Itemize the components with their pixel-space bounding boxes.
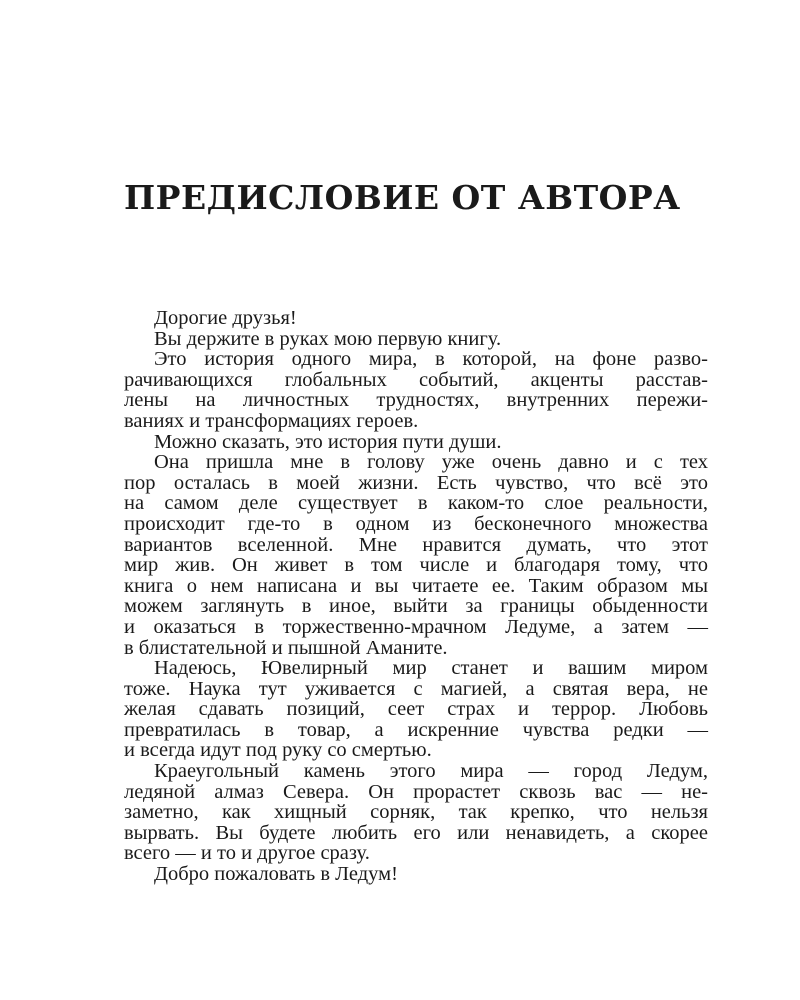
text-line: в блистательной и пышной Аманите. <box>124 636 448 659</box>
text-line: Добро пожаловать в Ледум! <box>154 863 398 886</box>
text-line: лены на личностных трудностях, внутренних пережи- <box>124 389 708 412</box>
text-line: ледяной алмаз Севера. Он прорастет сквозь вас — не- <box>124 780 708 803</box>
text-line: и всегда идут под руку со смертью. <box>124 739 432 762</box>
text-line: Дорогие друзья! <box>154 307 297 329</box>
text-line: вариантов вселенной. Мне нравится думать, что этот <box>124 533 708 556</box>
text-line: пор осталась в моей жизни. Есть чувство, что всё это <box>124 471 708 494</box>
text-line: и оказаться в торжественно-мрачном Ледуме, а затем — <box>124 615 708 638</box>
text-line: рачивающихся глобальных событий, акценты расстав- <box>124 368 708 391</box>
text-line: ваниях и трансформациях героев. <box>124 409 419 432</box>
text-line: заметно, как хищный сорняк, так крепко, что нельзя <box>124 801 708 824</box>
text-line: желая сдавать позиций, сеет страх и террор. Любовь <box>124 698 708 721</box>
text-line: Можно сказать, это история пути души. <box>154 430 502 453</box>
text-line: Краеугольный камень этого мира — город Ледум, <box>154 760 708 783</box>
text-line: тоже. Наука тут уживается с магией, а святая вера, не <box>124 677 708 700</box>
text-line: Надеюсь, Ювелирный мир станет и вашим миром <box>154 657 708 680</box>
text-line: можем заглянуть в иное, выйти за границы обыденности <box>124 595 708 618</box>
text-line: превратилась в товар, а искренние чувства редки — <box>124 718 708 741</box>
text-line: происходит где-то в одном из бесконечного множества <box>124 512 708 535</box>
text-line: Это история одного мира, в которой, на фоне разво- <box>154 348 708 371</box>
text-line: вырвать. Вы будете любить его или ненавидеть, а скорее <box>124 821 708 844</box>
text-line: на самом деле существует в каком-то слое реальности, <box>124 492 708 515</box>
page-title: ПРЕДИСЛОВИЕ ОТ АВТОРА <box>124 178 681 217</box>
text-line: Вы держите в руках мою первую книгу. <box>154 327 502 350</box>
text-line: Она пришла мне в голову уже очень давно и с тех <box>154 451 708 474</box>
text-line: мир жив. Он живет в том числе и благодаря тому, что <box>124 554 708 577</box>
text-line: книга о нем написана и вы читаете ее. Таким образом мы <box>124 574 708 597</box>
text-line: всего — и то и другое сразу. <box>124 842 370 865</box>
preface-body <box>124 308 708 885</box>
